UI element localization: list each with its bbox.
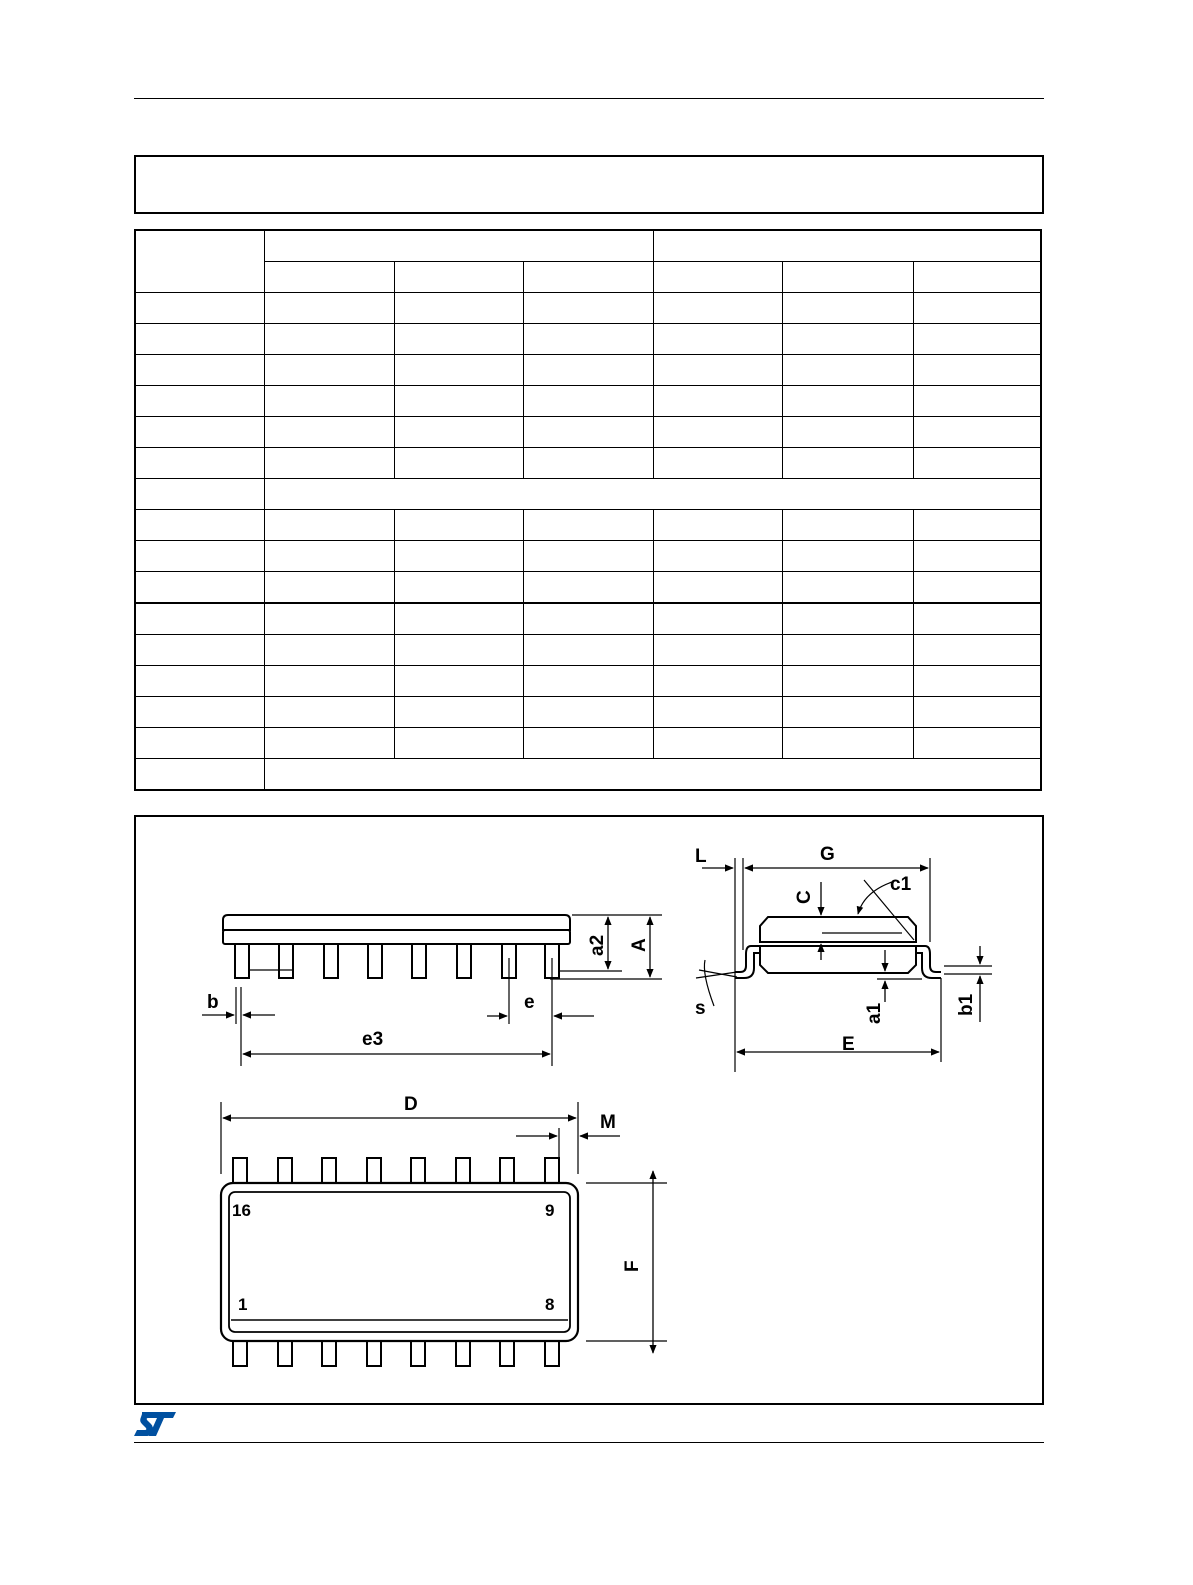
table-row <box>135 666 1041 697</box>
label-b1: b1 <box>956 993 977 1016</box>
label-A: A <box>629 938 650 952</box>
label-E: E <box>842 1034 855 1055</box>
header-dim-cell <box>135 230 264 293</box>
header-inch-cell <box>653 230 1041 262</box>
table-row <box>135 697 1041 728</box>
table-row <box>135 541 1041 572</box>
label-c1: c1 <box>890 874 912 895</box>
label-b: b <box>207 992 219 1013</box>
table-row <box>135 355 1041 386</box>
label-M: M <box>600 1112 616 1133</box>
table-row-spanning <box>135 479 1041 510</box>
table-row <box>135 603 1041 635</box>
pin-number-bottom-left: 1 <box>238 1295 248 1314</box>
table-row <box>135 324 1041 355</box>
table-row-spanning <box>135 759 1041 791</box>
table-row <box>135 728 1041 759</box>
table-title-box <box>134 155 1044 214</box>
table-row <box>135 448 1041 479</box>
table-row <box>135 572 1041 604</box>
table-row <box>135 510 1041 541</box>
table-row <box>135 417 1041 448</box>
pin-number-bottom-right: 8 <box>545 1295 555 1314</box>
st-logo-icon <box>134 1411 178 1437</box>
table-row <box>135 386 1041 417</box>
footer-rule <box>134 1442 1044 1443</box>
label-e: e <box>524 992 535 1013</box>
label-D: D <box>404 1094 418 1115</box>
package-drawing-box <box>134 815 1044 1405</box>
pin-number-top-left: 16 <box>232 1201 251 1220</box>
label-F: F <box>622 1260 643 1272</box>
label-s: s <box>695 998 706 1019</box>
label-L: L <box>695 846 707 867</box>
label-G: G <box>820 844 835 865</box>
table-row <box>135 635 1041 666</box>
label-a2: a2 <box>587 934 608 956</box>
header-rule <box>134 98 1044 99</box>
table-header-row <box>135 230 1041 262</box>
dimensions-table <box>134 229 1042 791</box>
pin-number-top-right: 9 <box>545 1201 555 1220</box>
header-mm-cell <box>264 230 653 262</box>
top-view-upper-leads <box>233 1158 559 1184</box>
top-view-lower-leads <box>233 1340 559 1366</box>
label-e3: e3 <box>362 1029 384 1050</box>
label-a1: a1 <box>864 1002 885 1024</box>
package-outline-drawing <box>136 817 1042 1403</box>
front-view-leads <box>235 944 559 978</box>
top-view <box>221 1102 667 1366</box>
table-row <box>135 293 1041 324</box>
label-C: C <box>794 890 815 904</box>
table-subheader-row <box>135 262 1041 293</box>
